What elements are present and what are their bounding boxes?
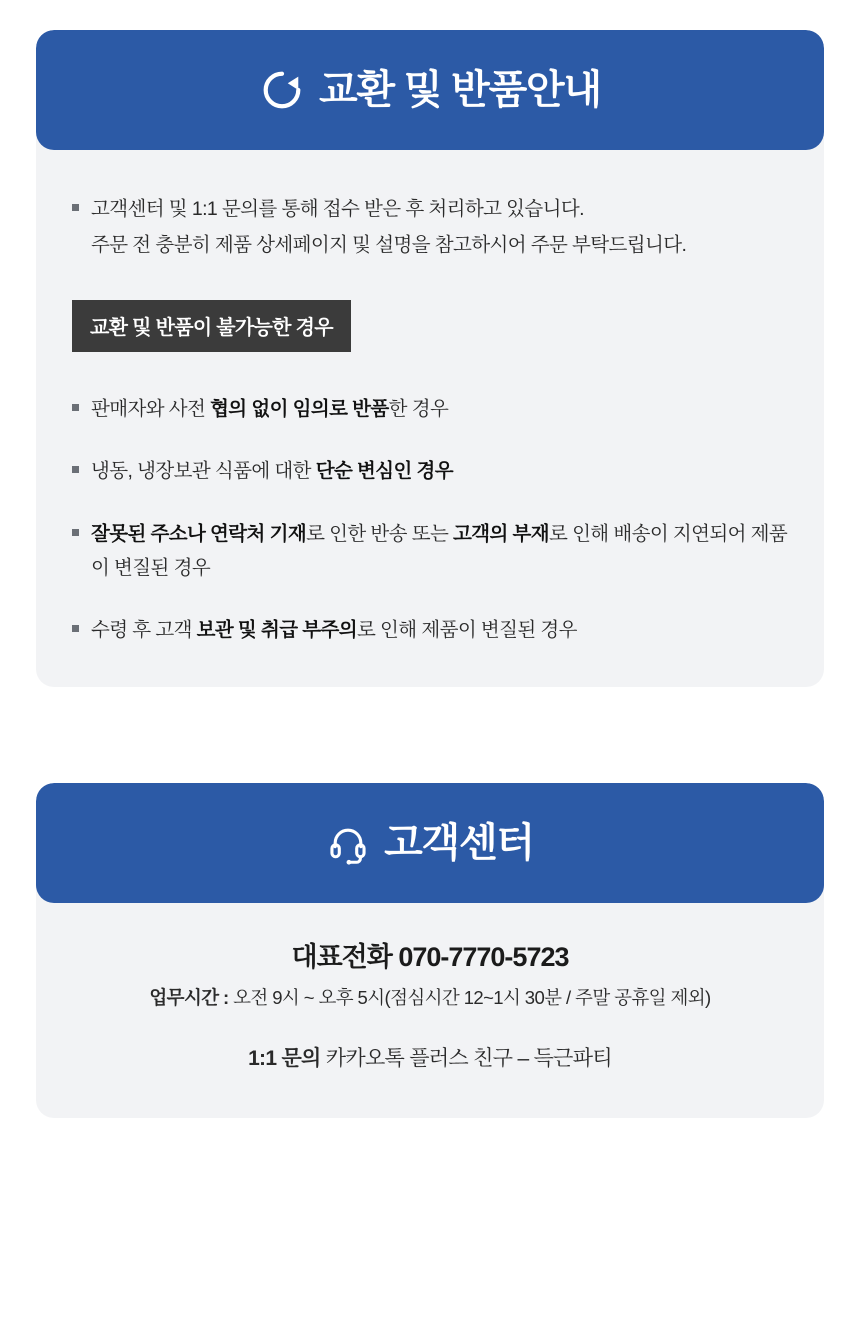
- square-bullet-icon: [72, 625, 79, 632]
- phone-label: 대표전화: [291, 941, 392, 972]
- headset-icon: [326, 821, 370, 865]
- exchange-return-header: [36, 30, 824, 150]
- customer-center-card: [36, 783, 824, 1118]
- customer-center-title: 고객센터: [384, 820, 534, 865]
- customer-center-body: [36, 903, 824, 1118]
- phone-number: 070-7770-5723: [398, 941, 569, 972]
- list-item: [72, 517, 788, 585]
- rule-text: 수령 후 고객 보관 및 취급 부주의로 인해 제품이 변질된 경우: [91, 618, 577, 641]
- inquiry-line: [56, 1042, 804, 1072]
- exchange-return-title: 교환 및 반품안내: [319, 68, 601, 112]
- customer-center-header: [36, 783, 824, 903]
- list-item: [72, 454, 788, 488]
- intro-line-1: 고객센터 및 1:1 문의를 통해 접수 받은 후 처리하고 있습니다.: [91, 198, 584, 220]
- hours-value: 오전 9시 ~ 오후 5시(점심시간 12~1시 30분 / 주말 공휴일 제외): [233, 986, 711, 1008]
- page-root: [0, 30, 860, 1318]
- square-bullet-icon: [72, 404, 79, 411]
- intro-line-2: 주문 전 충분히 제품 상세페이지 및 설명을 참고하시어 주문 부탁드립니다.: [91, 234, 687, 257]
- exchange-return-card: [36, 30, 824, 687]
- exchange-return-body: [36, 150, 824, 687]
- phone-line: [56, 935, 804, 974]
- rule-text: 판매자와 사전 협의 없이 임의로 반품한 경우: [91, 398, 449, 421]
- hours-line: [56, 984, 804, 1010]
- list-item: [72, 613, 788, 647]
- rule-text: 잘못된 주소나 연락처 기재로 인한 반송 또는 고객의 부재로 인해 배송이 지연되어 제품이 변질된 경우: [91, 522, 788, 579]
- list-item: [72, 392, 788, 426]
- intro-block: [72, 192, 788, 262]
- square-bullet-icon: [72, 529, 79, 536]
- non-returnable-tag: 교환 및 반품이 불가능한 경우: [72, 300, 351, 352]
- non-returnable-rule-list: [72, 392, 788, 647]
- square-bullet-icon: [72, 466, 79, 473]
- inquiry-value: 카카오톡 플러스 친구 – 득근파티: [325, 1046, 612, 1070]
- inquiry-label: 1:1 문의: [248, 1046, 321, 1070]
- refresh-circle-icon: [259, 67, 305, 113]
- hours-label: 업무시간 :: [149, 986, 229, 1008]
- square-bullet-icon: [72, 204, 79, 211]
- rule-text: 냉동, 냉장보관 식품에 대한 단순 변심인 경우: [91, 460, 453, 483]
